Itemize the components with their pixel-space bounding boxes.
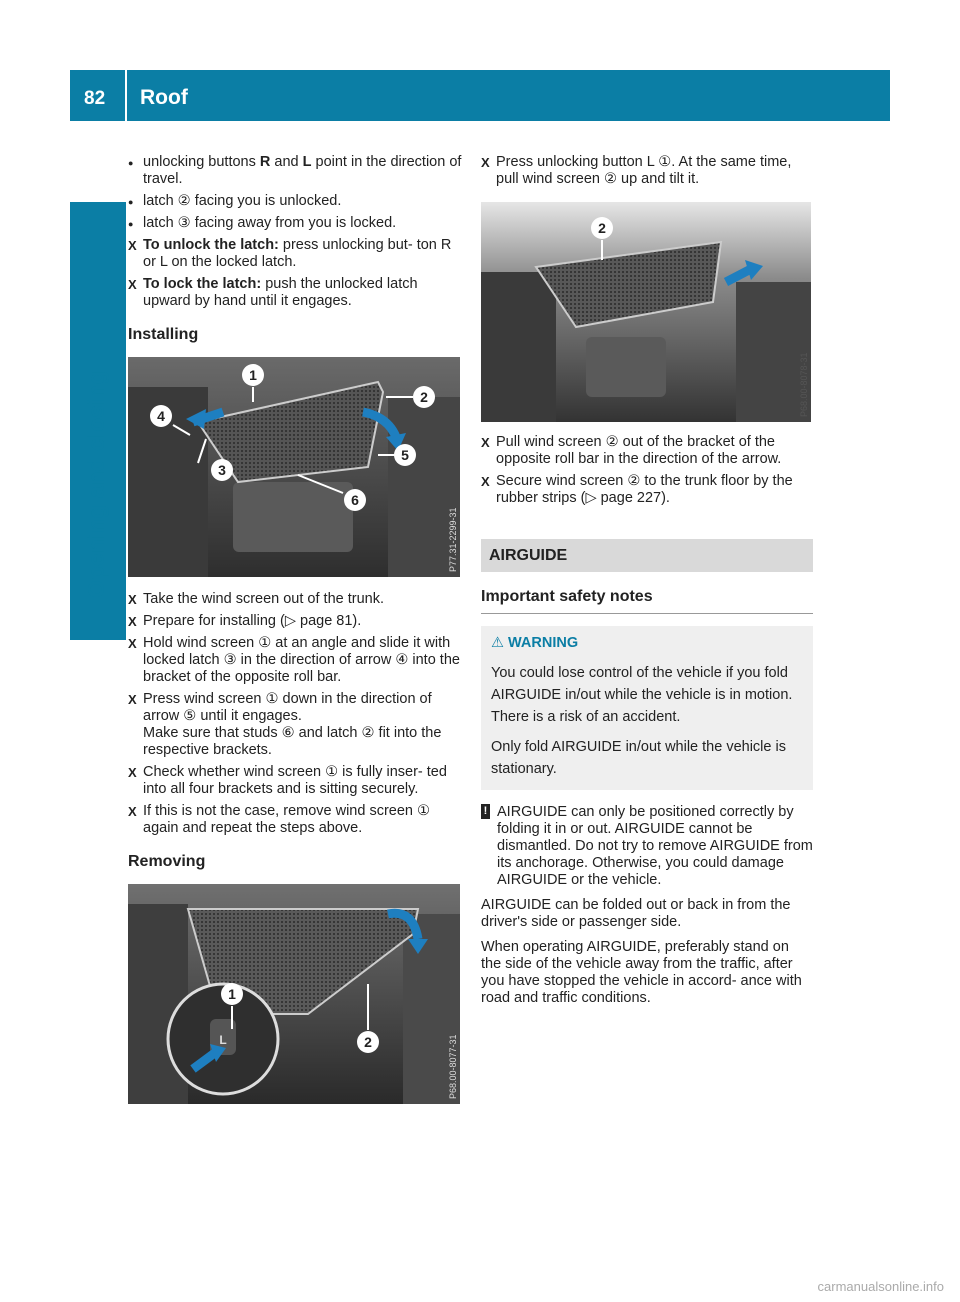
bullet-latch-unlocked: ● latch ② facing you is unlocked. xyxy=(128,193,342,209)
install-illustration xyxy=(128,357,460,577)
warning-text-2: Only fold AIRGUIDE in/out while the vehicle is stationary. xyxy=(491,739,786,777)
step-secure-screen: X Secure wind screen ② to the trunk floor by the rubber strips (▷ page 227). xyxy=(481,473,793,506)
callout-1: 1 xyxy=(228,986,236,1002)
section-title: Roof xyxy=(140,86,188,109)
step-arrow-icon: X xyxy=(128,804,137,819)
warning-text-1: You could lose control of the vehicle if you fold AIRGUIDE in/out while the vehicle is in motion. There is a risk of an accident. xyxy=(491,665,793,725)
page-number: 82 xyxy=(84,88,106,109)
paragraph-fold-sides: AIRGUIDE can be folded out or back in from the driver's side or passenger side. xyxy=(481,897,791,930)
bullet-buttons: ● unlocking buttons R and L point in the direction of travel. xyxy=(128,154,462,187)
step-lock-latch: X To lock the latch: push the unlocked latch upward by hand until it engages. xyxy=(128,276,418,309)
install-photo xyxy=(128,357,460,577)
callout-2: 2 xyxy=(364,1034,372,1050)
step-arrow-icon: X xyxy=(128,277,137,292)
photo-code: P68.00-8078-31 xyxy=(799,352,809,417)
callout-2: 2 xyxy=(598,220,606,236)
left-column xyxy=(128,154,462,1104)
step-arrow-icon: X xyxy=(128,636,137,651)
header-divider xyxy=(125,70,127,121)
callout-5: 5 xyxy=(401,447,409,463)
bullet-icon: ● xyxy=(128,197,134,207)
remove-photo xyxy=(128,884,460,1104)
warning-triangle-icon: ⚠ xyxy=(491,635,504,651)
watermark: carmanualsonline.info xyxy=(817,1279,944,1294)
step-arrow-icon: X xyxy=(128,592,137,607)
step-arrow-icon: X xyxy=(128,692,137,707)
callout-2: 2 xyxy=(420,389,428,405)
button-l-letter: L xyxy=(219,1033,227,1047)
bullet-icon: ● xyxy=(128,219,134,229)
tilt-illustration xyxy=(481,202,811,422)
install-step-3: X Hold wind screen ① at an angle and slide it with locked latch ③ in the direction of arrow ④ into the bracket of the opposite roll bar. xyxy=(128,635,460,685)
paragraph-operating: When operating AIRGUIDE, preferably stand on the side of the vehicle away from the traffic, after you have stopped the vehicle in accord- ance with road and traffic conditions. xyxy=(481,939,802,1006)
bullet-icon: ● xyxy=(128,158,134,168)
step-pull-screen: X Pull wind screen ② out of the bracket of the opposite roll bar in the direction of the arrow. xyxy=(481,434,782,467)
callout-4: 4 xyxy=(157,408,165,424)
step-unlock-latch: X To unlock the latch: press unlocking but- ton R or L on the locked latch. xyxy=(128,237,452,270)
exclamation-icon: ! xyxy=(481,804,490,819)
step-arrow-icon: X xyxy=(481,474,490,489)
remove-illustration xyxy=(128,884,460,1104)
install-step-4: X Press wind screen ① down in the direction of arrow ⑤ until it engages. Make sure that studs ⑥ and latch ② fit into the respective brackets. xyxy=(128,691,442,758)
installing-heading: Installing xyxy=(128,326,199,343)
bullet-latch-locked: ● latch ③ facing away from you is locked. xyxy=(128,215,397,231)
callout-1: 1 xyxy=(249,367,257,383)
step-arrow-icon: X xyxy=(481,435,490,450)
callout-3: 3 xyxy=(218,462,226,478)
step-arrow-icon: X xyxy=(128,765,137,780)
install-step-1: X Take the wind screen out of the trunk. xyxy=(128,591,384,607)
step-arrow-icon: X xyxy=(128,238,137,253)
page-header xyxy=(70,70,890,121)
install-step-2: X Prepare for installing (▷ page 81). xyxy=(128,613,362,629)
install-step-5: X Check whether wind screen ① is fully inser- ted into all four brackets and is sitting securely. xyxy=(128,764,447,797)
step-arrow-icon: X xyxy=(481,155,490,170)
tilt-photo xyxy=(481,202,811,422)
airguide-section-bar: AIRGUIDE xyxy=(481,539,813,572)
photo-code: P68.00-8077-31 xyxy=(448,1034,458,1099)
callout-6: 6 xyxy=(351,492,359,508)
step-arrow-icon: X xyxy=(128,614,137,629)
photo-code: P77.31-2299-31 xyxy=(448,507,458,572)
warning-header: ⚠ WARNING xyxy=(491,635,579,651)
safety-notes-heading: Important safety notes xyxy=(481,588,813,614)
chapter-label: Opening and closing xyxy=(83,370,109,598)
note-block: ! AIRGUIDE can only be positioned correctly by folding it in or out. AIRGUIDE cannot be dismantled. Do not try to remove AIRGUIDE from its anchorage. Otherwise, you could damage AIRGUIDE or the vehicle. xyxy=(481,804,813,889)
step-press-unlock: X Press unlocking button L ①. At the same time, pull wind screen ② up and tilt it. xyxy=(481,154,792,187)
right-column xyxy=(481,154,813,1007)
warning-box xyxy=(481,626,813,790)
install-step-6: X If this is not the case, remove wind screen ① again and repeat the steps above. xyxy=(128,803,431,836)
removing-heading: Removing xyxy=(128,853,206,870)
